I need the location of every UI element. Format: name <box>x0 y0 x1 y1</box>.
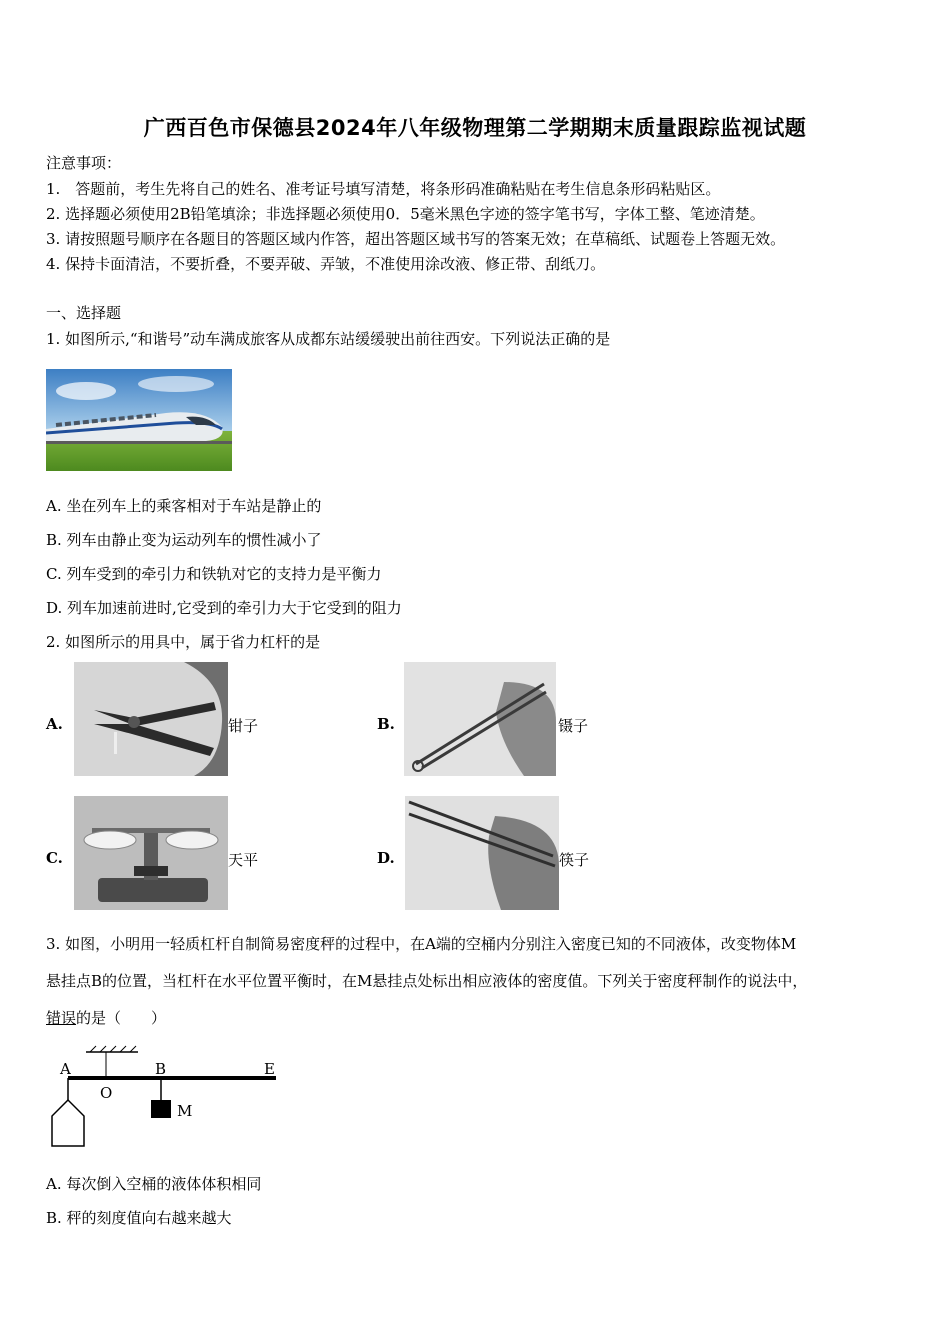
q3-option-b: B. 秤的刻度值向右越来越大 <box>46 1209 232 1227</box>
label-o: O <box>100 1084 113 1102</box>
q3-stem-line3 <box>46 1007 166 1028</box>
notice-heading: 注意事项： <box>46 154 122 172</box>
q2-option-b-letter: B. <box>377 715 395 733</box>
pliers-photo <box>74 662 228 776</box>
label-e: E <box>264 1060 275 1078</box>
notice-item: 3. 请按照题号顺序在各题目的答题区域内作答，超出答题区域书写的答案无效；在草稿纸、试题卷上答题无效。 <box>46 230 786 248</box>
page-title: 广西百色市保德县2024年八年级物理第二学期期末质量跟踪监视试题 <box>143 116 807 140</box>
q3-stem-line1: 3. 如图，小明用一轻质杠杆自制简易密度秤的过程中，在A端的空桶内分别注入密度已知的不同液体，改变物体M <box>46 935 797 953</box>
q1-option-c: C. 列车受到的牵引力和铁轨对它的支持力是平衡力 <box>46 565 382 583</box>
notice-item: 4. 保持卡面清洁，不要折叠，不要弄破、弄皱，不准使用涂改液、修正带、刮纸刀。 <box>46 255 606 273</box>
section-heading: 一、选择题 <box>46 304 122 322</box>
q3-option-a: A. 每次倒入空桶的液体体积相同 <box>46 1175 262 1193</box>
q3-stem-line2: 悬挂点B的位置，当杠杆在水平位置平衡时，在M悬挂点处标出相应液体的密度值。下列关于密度秤制作的说法中， <box>46 972 808 990</box>
q2-option-d-letter: D. <box>377 849 395 867</box>
q1-option-a: A. 坐在列车上的乘客相对于车站是静止的 <box>46 497 322 515</box>
q1-option-d: D. 列车加速前进时,它受到的牵引力大于它受到的阻力 <box>46 599 402 617</box>
weight-m <box>151 1100 171 1118</box>
chopsticks-photo <box>405 796 559 910</box>
balance-photo <box>74 796 228 910</box>
q1-option-b: B. 列车由静止变为运动列车的惯性减小了 <box>46 531 322 549</box>
notice-item: 1. 答题前，考生先将自己的姓名、准考证号填写清楚，将条形码准确粘贴在考生信息条形码粘贴区。 <box>46 180 721 198</box>
q2-stem: 2. 如图所示的用具中，属于省力杠杆的是 <box>46 633 321 651</box>
label-a: A <box>60 1060 71 1078</box>
q2-option-a-caption: 钳子 <box>228 717 259 735</box>
train-photo <box>46 369 232 471</box>
q1-stem: 1. 如图所示,“和谐号”动车满成旅客从成都东站缓缓驶出前往西安。下列说法正确的是 <box>46 330 611 348</box>
lever-diagram <box>44 1040 284 1152</box>
q3-underlined-word: 错误 <box>46 1009 77 1027</box>
q2-option-c-letter: C. <box>46 849 63 867</box>
tweezers-photo <box>404 662 556 776</box>
q2-option-b-caption: 镊子 <box>558 717 589 735</box>
q2-option-d-caption: 筷子 <box>559 851 590 869</box>
label-b: B <box>155 1060 167 1078</box>
label-m: M <box>177 1102 193 1120</box>
notice-item: 2. 选择题必须使用2B铅笔填涂；非选择题必须使用0．5毫米黑色字迹的签字笔书写，字体工整、笔迹清楚。 <box>46 205 765 223</box>
q2-option-a-letter: A. <box>46 715 63 733</box>
q3-stem-line3-rest: 的是（ ） <box>76 1009 167 1027</box>
empty-bucket <box>52 1100 84 1146</box>
q2-option-c-caption: 天平 <box>228 851 259 869</box>
pivot-hatching <box>90 1046 136 1052</box>
